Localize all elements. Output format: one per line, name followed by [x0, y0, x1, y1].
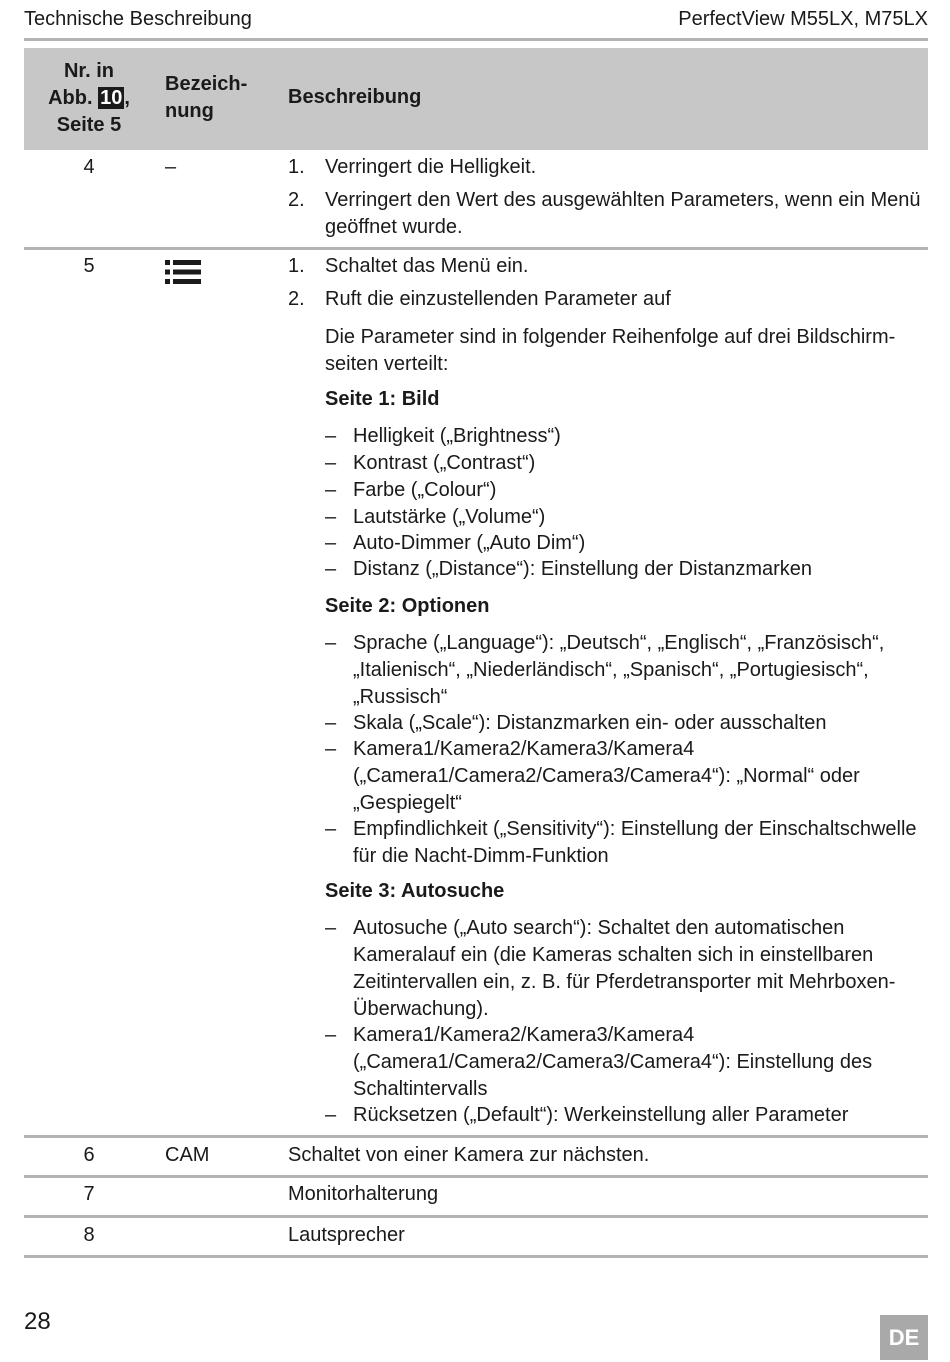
dash-marker: –	[325, 479, 337, 501]
list-text: Ruft die einzustellenden Parameter auf	[325, 288, 671, 310]
row6-designation: CAM	[165, 1144, 210, 1166]
list-text: Kamera1/Kamera2/Kamera3/Kamera4 („Camera1/Camera2/Camera3/Camera4“): Einstellung des Schaltintervalls	[353, 1024, 873, 1100]
list-text: Farbe („Colour“)	[353, 479, 497, 501]
parameter-intro-text: Die Parameter sind in folgender Reihenfolge auf drei Bildschirmseiten verteilt:	[325, 326, 896, 375]
page1-heading: Seite 1: Bild	[325, 388, 440, 410]
page2-heading: Seite 2: Optionen	[325, 595, 490, 617]
figure-reference-badge: 10	[100, 87, 123, 109]
header-col-description: Beschreibung	[288, 86, 422, 108]
list-text: Kontrast („Contrast“)	[353, 452, 536, 474]
row4-number: 4	[83, 156, 95, 178]
row4-designation: –	[165, 156, 177, 178]
list-text: Autosuche („Auto search“): Schaltet den automatischen Kameralauf ein (die Kameras schalten sich in einstellbaren Zeitintervallen ein, z. B. für Pferdetransporter mit Mehrboxen-Überwachung).	[353, 917, 896, 1020]
row6-description: Schaltet von einer Kamera zur nächsten.	[288, 1144, 650, 1166]
header-col-number-line1: Nr. in	[63, 60, 114, 82]
dash-marker: –	[325, 532, 337, 554]
dash-marker: –	[325, 738, 337, 760]
list-text: Lautstärke („Volume“)	[353, 506, 546, 528]
dash-marker: –	[325, 425, 337, 447]
list-text: Schaltet das Menü ein.	[325, 255, 529, 277]
running-header-title: Technische Beschreibung	[24, 8, 252, 30]
dash-marker: –	[325, 506, 337, 528]
row-divider	[24, 1175, 928, 1178]
list-number: 2.	[288, 288, 305, 310]
list-text: Verringert die Helligkeit.	[325, 156, 537, 178]
language-badge: DE	[880, 1315, 928, 1360]
row6-number: 6	[83, 1144, 95, 1166]
list-text: Skala („Scale“): Distanzmarken ein- oder ausschalten	[353, 712, 827, 734]
header-col-designation: Bezeich- nung	[165, 73, 248, 122]
list-text: Distanz („Distance“): Einstellung der Distanzmarken	[353, 558, 813, 580]
dash-marker: –	[325, 712, 337, 734]
list-text: Verringert den Wert des ausgewählten Parameters, wenn ein Menü geöffnet wurde.	[325, 189, 921, 238]
dash-marker: –	[325, 818, 337, 840]
header-col-number-comma: ,	[124, 87, 130, 109]
dash-marker: –	[325, 917, 337, 939]
header-divider	[24, 38, 928, 41]
dash-marker: –	[325, 452, 337, 474]
running-header-product: PerfectView M55LX, M75LX	[678, 8, 928, 30]
list-text: Empfindlichkeit („Sensitivity“): Einstellung der Einschaltschwelle für die Nacht-Dimm-Funktion	[353, 818, 917, 867]
row7-number: 7	[83, 1183, 95, 1205]
list-text: Rücksetzen („Default“): Werkeinstellung aller Parameter	[353, 1104, 849, 1126]
header-col-number	[24, 58, 154, 139]
dash-marker: –	[325, 1024, 337, 1046]
page3-heading: Seite 3: Autosuche	[325, 880, 505, 902]
row5-number: 5	[83, 255, 95, 277]
row-divider	[24, 1215, 928, 1218]
list-number: 1.	[288, 156, 305, 178]
list-text: Sprache („Language“): „Deutsch“, „Englisch“, „Französisch“, „Italienisch“, „Niederländisch“, „Spanisch“, „Portugiesisch“, „Russisch“	[353, 632, 885, 708]
list-text: Kamera1/Kamera2/Kamera3/Kamera4 („Camera1/Camera2/Camera3/Camera4“): „Normal“ oder „Gespiegelt“	[353, 738, 860, 814]
dash-marker: –	[325, 1104, 337, 1126]
list-number: 1.	[288, 255, 305, 277]
row8-number: 8	[83, 1224, 95, 1246]
list-text: Auto-Dimmer („Auto Dim“)	[353, 532, 586, 554]
page-number: 28	[24, 1308, 51, 1335]
row-divider	[24, 247, 928, 250]
dash-marker: –	[325, 558, 337, 580]
header-col-number-abb: Abb.	[48, 87, 93, 109]
row7-description: Monitorhalterung	[288, 1183, 439, 1205]
list-text: Helligkeit („Brightness“)	[353, 425, 561, 447]
header-col-number-line3: Seite 5	[56, 114, 122, 136]
table-bottom-rule	[24, 1255, 928, 1258]
table-header	[24, 48, 928, 150]
dash-marker: –	[325, 632, 337, 654]
row8-description: Lautsprecher	[288, 1224, 405, 1246]
menu-list-icon	[165, 258, 201, 286]
row-divider	[24, 1135, 928, 1138]
list-number: 2.	[288, 189, 305, 211]
